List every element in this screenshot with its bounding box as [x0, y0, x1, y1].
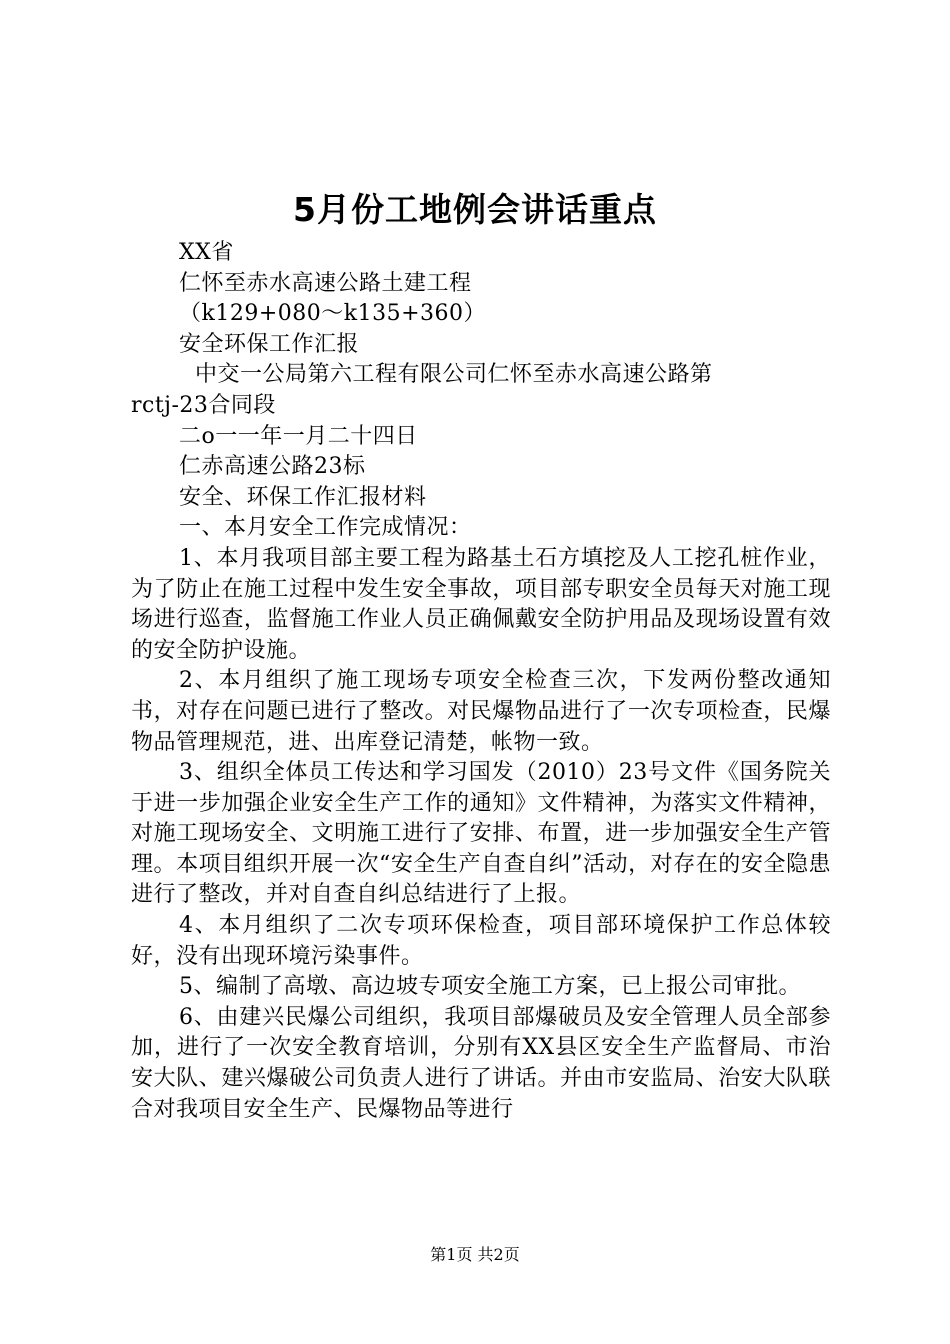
paragraph-2: 2、本月组织了施工现场专项安全检查三次，下发两份整改通知书，对存在问题已进行了整改。对民爆物品进行了一次专项检查，民爆物品管理规范，进、出库登记清楚，帐物一致。: [131, 668, 831, 755]
paragraph-4: 4、本月组织了二次专项环保检查，项目部环境保护工作总体较好，没有出现环境污染事件。: [131, 913, 831, 969]
paragraph-5: 5、编制了高墩、高边坡专项安全施工方案，已上报公司审批。: [179, 974, 801, 1000]
document-title: 5月份工地例会讲话重点: [293, 190, 657, 229]
province-line: XX省: [179, 240, 234, 265]
chainage-line: （k129+080～k135+360）: [179, 301, 486, 327]
paragraph-3: 3、组织全体员工传达和学习国发（2010）23号文件《国务院关于进一步加强企业安全生产工作的通知》文件精神，为落实文件精神，对施工现场安全、文明施工进行了安排、布置，进一步加强安全生产管理。本项目组织开展一次“安全生产自查自纠”活动，对存在的安全隐患进行了整改，并对自查自纠总结进行了上报。: [131, 760, 831, 908]
report-type-line: 安全环保工作汇报: [179, 331, 360, 357]
contract-section-line: rctj-23合同段: [131, 392, 276, 418]
project-name-line: 仁怀至赤水高速公路土建工程: [179, 270, 472, 296]
company-line: 中交一公局第六工程有限公司仁怀至赤水高速公路第: [195, 362, 713, 388]
date-line: 二o一一年一月二十四日: [179, 423, 418, 449]
paragraph-6: 6、由建兴民爆公司组织，我项目部爆破员及安全管理人员全部参加，进行了一次安全教育培训，分别有XX县区安全生产监督局、市治安大队、建兴爆破公司负责人进行了讲话。并由市安监局、治安大队联合对我项目安全生产、民爆物品等进行: [131, 1004, 831, 1122]
heading-one: 一、本月安全工作完成情况：: [179, 515, 472, 541]
section-label-line: 仁赤高速公路23标: [179, 454, 366, 480]
page-footer: 第1页 共2页: [430, 1245, 520, 1264]
paragraph-1: 1、本月我项目部主要工程为路基土石方填挖及人工挖孔桩作业，为了防止在施工过程中发生安全事故，项目部专职安全员每天对施工现场进行巡查，监督施工作业人员正确佩戴安全防护用品及现场设置有效的安全防护设施。: [131, 545, 831, 663]
material-title-line: 安全、环保工作汇报材料: [179, 484, 427, 510]
document-body: [131, 238, 831, 1125]
